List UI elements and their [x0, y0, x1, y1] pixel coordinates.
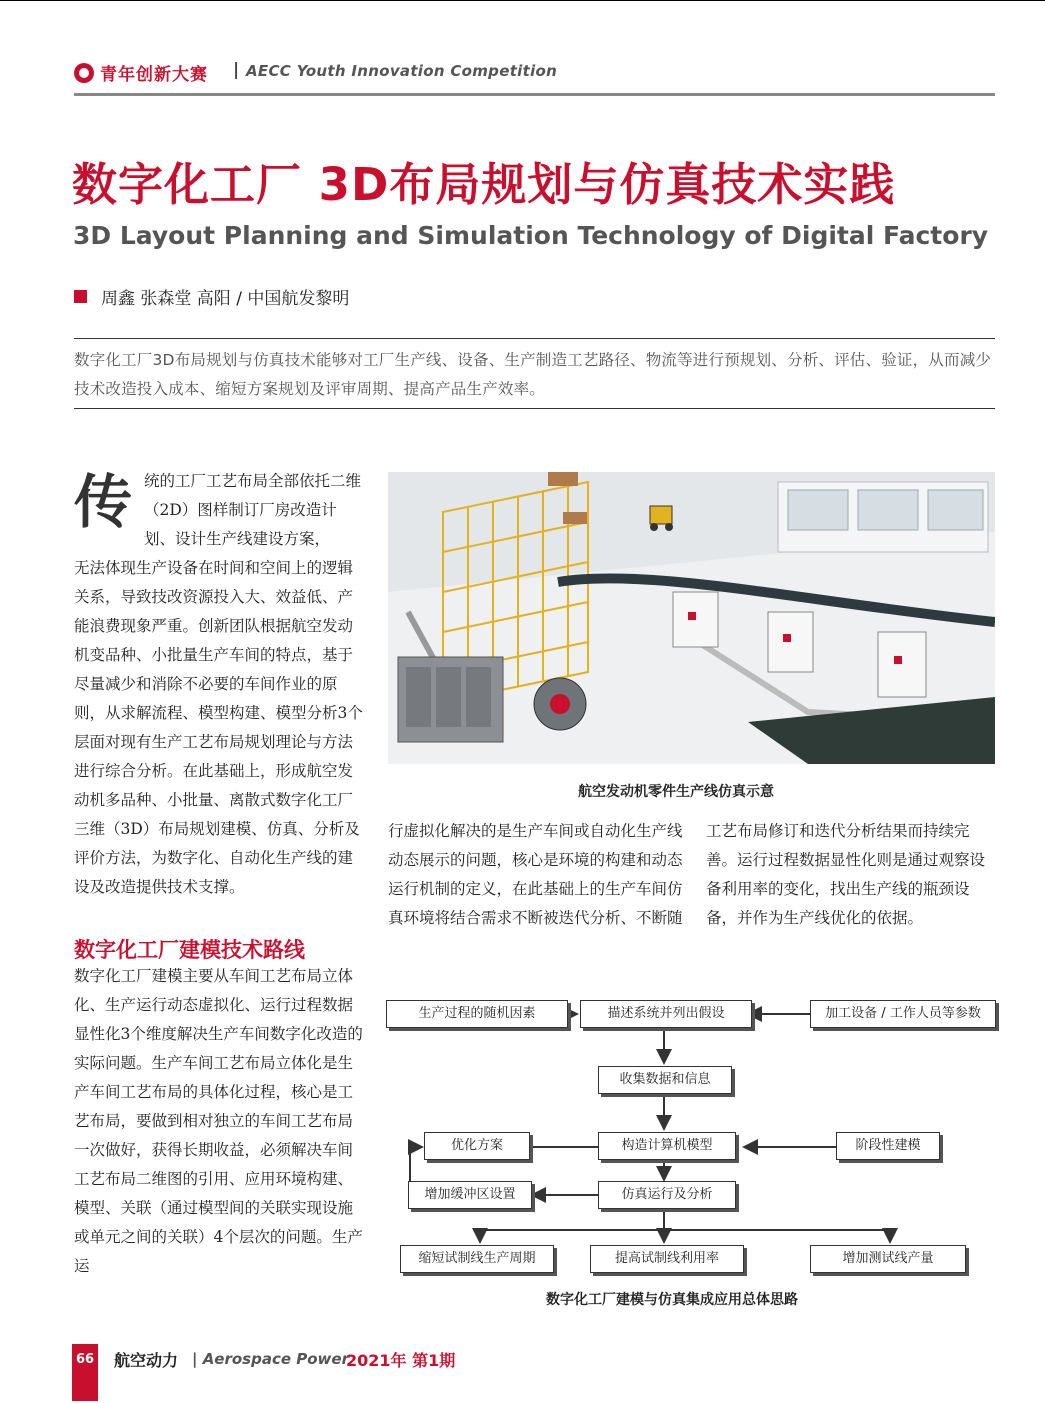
flow-box-parameters: 加工设备 / 工作人员等参数 — [810, 1000, 996, 1028]
page-number: 66 — [75, 1352, 95, 1367]
flow-box-add-buffer: 增加缓冲区设置 — [408, 1181, 532, 1209]
header-separator: | — [233, 60, 240, 80]
article-title-en: 3D Layout Planning and Simulation Technology of Digital Factory — [73, 221, 989, 250]
flow-box-simulate: 仿真运行及分析 — [598, 1181, 736, 1209]
flow-box-random-factors: 生产过程的随机因素 — [386, 1000, 568, 1028]
flow-box-raise-utilization: 提高试制线利用率 — [590, 1245, 744, 1273]
abstract-rule-top — [74, 338, 995, 339]
abstract: 数字化工厂3D布局规划与仿真技术能够对工厂生产线、设备、生产制造工艺路径、物流等进行预规划、分析、评估、验证，从而减少技术改造投入成本、缩短方案规划及评审周期、提高产品生产效率。 — [74, 351, 992, 398]
flow-box-increase-output: 增加测试线产量 — [810, 1245, 966, 1273]
abstract-rule-bottom — [74, 408, 995, 409]
flowchart-caption: 数字化工厂建模与仿真集成应用总体思路 — [546, 1292, 798, 1308]
header-competition-en: AECC Youth Innovation Competition — [246, 62, 558, 80]
factory-illustration — [388, 472, 995, 764]
header-competition-cn: 青年创新大赛 — [100, 65, 208, 85]
journal-issue: 2021年 第1期 — [346, 1351, 456, 1370]
body-paragraph-1: 无法体现生产设备在时间和空间上的逻辑关系，导致技改资源投入大、效益低、产能浪费现象严重。创新团队根据航空发动机变品种、小批量生产车间的特点，基于尽量减少和消除不必要的车间作业的原则，从求解流程、模型构建、模型分析3个层面对现有生产工艺布局规划理论与方法进行综合分析。在此基础上，形成航空发动机多品种、小批量、离散式数字化工厂三维（3D）布局规划建模、仿真、分析及评价方法，为数字化、自动化生产线的建设及改造提供技术支撑。 — [74, 559, 363, 896]
author-marker-icon — [74, 290, 87, 303]
flow-box-shorten-cycle: 缩短试制线生产周期 — [400, 1245, 554, 1273]
lead-paragraph: 统的工厂工艺布局全部依托二维（2D）图样制订厂房改造计划、设计生产线建设方案， — [144, 472, 362, 548]
section-heading: 数字化工厂建模技术路线 — [74, 938, 305, 962]
authors: 周鑫 张森堂 高阳 / 中国航发黎明 — [101, 289, 350, 309]
body-paragraph-3: 行虚拟化解决的是生产车间或自动化生产线动态展示的问题，核心是环境的构建和动态运行机制的定义，在此基础上的生产车间仿真环境将结合需求不断被迭代分析、不断随 — [388, 822, 683, 927]
flow-box-collect-data: 收集数据和信息 — [598, 1066, 732, 1094]
flow-box-stage-modeling: 阶段性建模 — [836, 1132, 940, 1160]
flow-box-describe-system: 描述系统并列出假设 — [580, 1000, 752, 1028]
drop-cap: 传 — [74, 468, 133, 536]
figure1-caption: 航空发动机零件生产线仿真示意 — [578, 784, 774, 800]
header-rule — [74, 93, 995, 96]
body-paragraph-4: 工艺布局修订和迭代分析结果而持续完善。运行过程数据显性化则是通过观察设备利用率的变化，找出生产线的瓶颈设备，并作为生产线优化的依据。 — [706, 822, 986, 927]
competition-logo-icon — [74, 63, 94, 83]
body-paragraph-2: 数字化工厂建模主要从车间工艺布局立体化、生产运行动态虚拟化、运行过程数据显性化3个维度解决生产车间数字化改造的实际问题。生产车间工艺布局立体化是生产车间工艺布局的具体化过程，核心是工艺布局，要做到相对独立的车间工艺布局一次做好，获得长期收益，必须解决车间工艺布局二维图的引用、应用环境构建、模型、关联（通过模型间的关联实现设施或单元之间的关联）4个层次的问题。生产运 — [74, 967, 363, 1275]
flow-box-optimize: 优化方案 — [424, 1132, 530, 1160]
flow-box-build-model: 构造计算机模型 — [598, 1132, 736, 1160]
journal-name: 航空动力 — [114, 1351, 179, 1370]
article-title-cn: 数字化工厂 3D布局规划与仿真技术实践 — [72, 158, 896, 211]
production-line-render — [388, 472, 995, 764]
journal-name-en: | Aerospace Power — [192, 1350, 349, 1368]
top-rule — [0, 0, 1045, 1]
